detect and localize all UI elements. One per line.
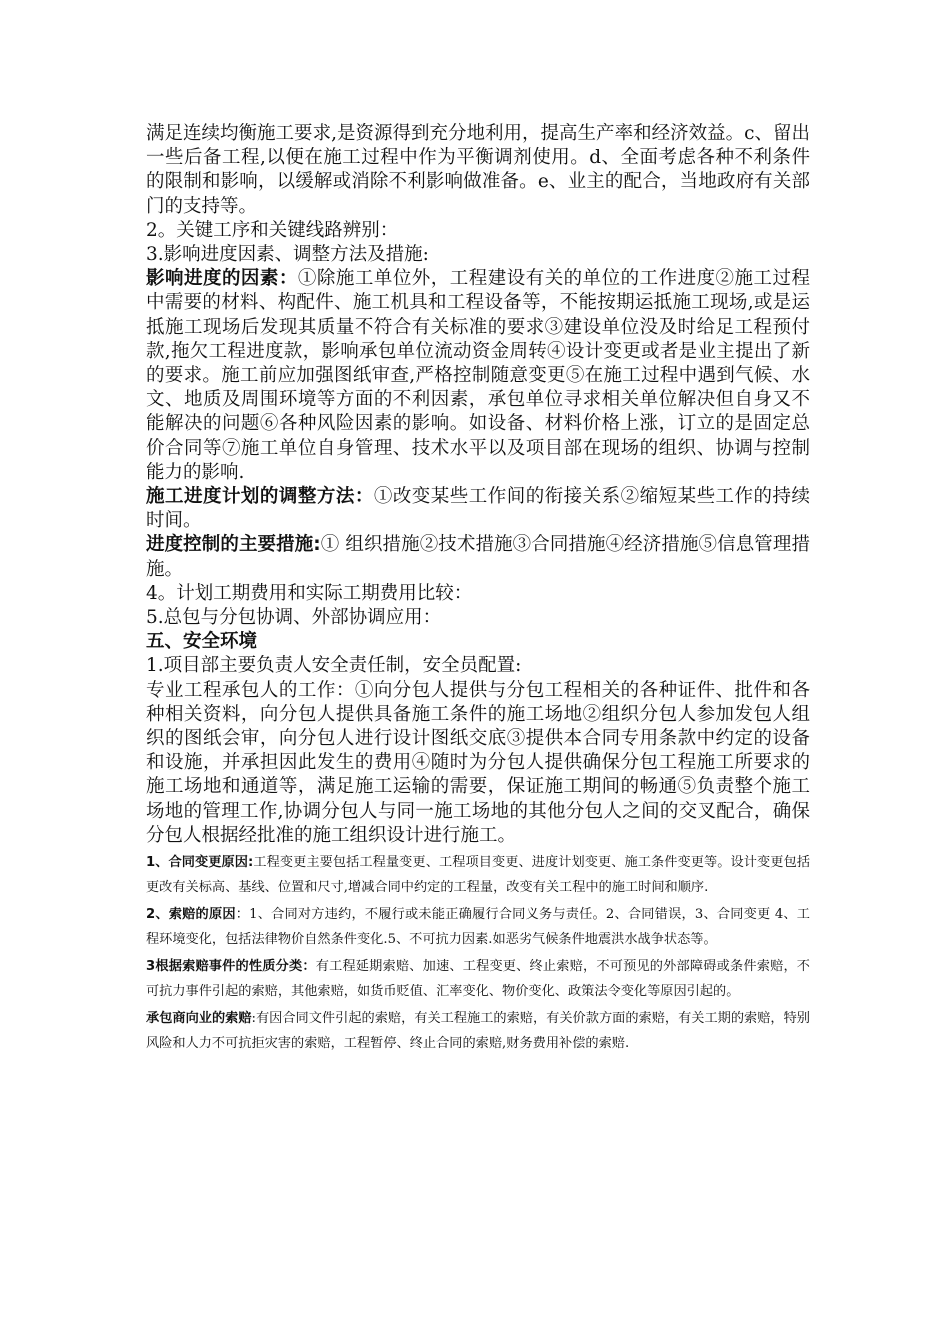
paragraph-contractor-claims (146, 1007, 810, 1056)
paragraph-control-measures (146, 533, 810, 581)
paragraph-contract-change (146, 851, 810, 900)
paragraph-progress-factors-title: 3.影响进度因素、调整方法及措施: (146, 244, 429, 266)
paragraph-safety-responsibility: 1.项目部主要负责人安全责任制，安全员配置: (146, 655, 522, 677)
paragraph-body: 有工程延期索赔、加速、工程变更、终止索赔，不可预见的外部障碍或条件索赔，不可抗力事件引起的索赔，其他索赔，如货币贬值、汇率变化、物价变化、政策法令变化等原因引起的。 (146, 959, 810, 999)
paragraph-adjust-methods (146, 485, 810, 533)
paragraph-lead: 3根据索赔事件的性质分类： (146, 959, 316, 975)
paragraph-contractor-duties: 专业工程承包人的工作：①向分包人提供与分包工程相关的各种证件、批件和各种相关资料，向分包人提供具备施工条件的施工场地②组织分包人参加发包人组织的图纸会审，向分包人进行设计图纸交底③提供本合同专用条款中约定的设备和设施，并承担因此发生的费用④随时为分包人提供确保分包工程施工所要求的施工场地和通道等，满足施工运输的需要，保证施工期间的畅通⑤负责整个施工场地的管理工作,协调分包人与同一施工场地的其他分包人之间的交叉配合，确保分包人根据经批准的施工组织设计进行施工。 (146, 679, 810, 846)
section-heading-safety: 五、安全环境 (146, 631, 258, 653)
paragraph-lead: 2、索赔的原因 (146, 907, 236, 923)
paragraph-cost-compare: 4。计划工期费用和实际工期费用比较： (146, 582, 473, 604)
paragraph-body: :有因合同文件引起的索赔，有关工程施工的索赔，有关价款方面的索赔，有关工期的索赔，特别风险和人力不可抗拒灾害的索赔，工程暂停、终止合同的索赔,财务费用补偿的索赔. (146, 1011, 810, 1051)
paragraph-coordination: 5.总包与分包协调、外部协调应用： (146, 607, 442, 629)
paragraph-resource-balance: 满足连续均衡施工要求,是资源得到充分地利用，提高生产率和经济效益。c、留出一些后备工程,以便在施工过程中作为平衡调剂使用。d、全面考虑各种不利条件的限制和影响，以缓解或消除不利影响做准备。e、业主的配合，当地政府有关部门的支持等。 (146, 123, 810, 217)
paragraph-lead: 承包商向业的索赔 (146, 1011, 252, 1027)
paragraph-body: ：1、合同对方违约，不履行或未能正确履行合同义务与责任。2、合同错误，3、合同变更 4、工程环境变化，包括法律物价自然条件变化.5、不可抗力因素.如恶劣气候条件地震洪水战争状态等。 (146, 907, 810, 947)
paragraph-claim-reasons (146, 903, 810, 952)
document-page (146, 122, 810, 1056)
paragraph-progress-factors (146, 267, 810, 485)
paragraph-lead: 影响进度的因素： (146, 268, 298, 290)
paragraph-body: ①改变某些工作间的衔接关系②缩短某些工作的持续时间。 (146, 486, 810, 532)
paragraph-body: ①除施工单位外，工程建设有关的单位的工作进度②施工过程中需要的材料、构配件、施工机具和工程设备等，不能按期运抵施工现场,或是运抵施工现场后发现其质量不符合有关标准的要求③建设单位没及时给足工程预付款,拖欠工程进度款，影响承包单位流动资金周转④设计变更或者是业主提出了新的要求。施工前应加强图纸审查,严格控制随意变更⑤在施工过程中遇到气候、水文、地质及周围环境等方面的不利因素，承包单位寻求相关单位解决但自身又不能解决的问题⑥各种风险因素的影响。如设备、材料价格上涨，订立的是固定总价合同等⑦施工单位自身管理、技术水平以及项目部在现场的组织、协调与控制能力的影响. (146, 268, 810, 483)
paragraph-claim-classification (146, 955, 810, 1004)
paragraph-body: 工程变更主要包括工程量变更、工程项目变更、进度计划变更、施工条件变更等。设计变更包括更改有关标高、基线、位置和尺寸,增减合同中约定的工程量，改变有关工程中的施工时间和顺序. (146, 855, 811, 895)
paragraph-lead: 1、合同变更原因: (146, 855, 254, 871)
paragraph-body: ① 组织措施②技术措施③合同措施④经济措施⑤信息管理措施。 (146, 534, 810, 580)
paragraph-critical-path: 2。关键工序和关键线路辨别： (146, 219, 399, 241)
paragraph-lead: 施工进度计划的调整方法： (146, 486, 374, 508)
paragraph-lead: 进度控制的主要措施: (146, 534, 321, 556)
